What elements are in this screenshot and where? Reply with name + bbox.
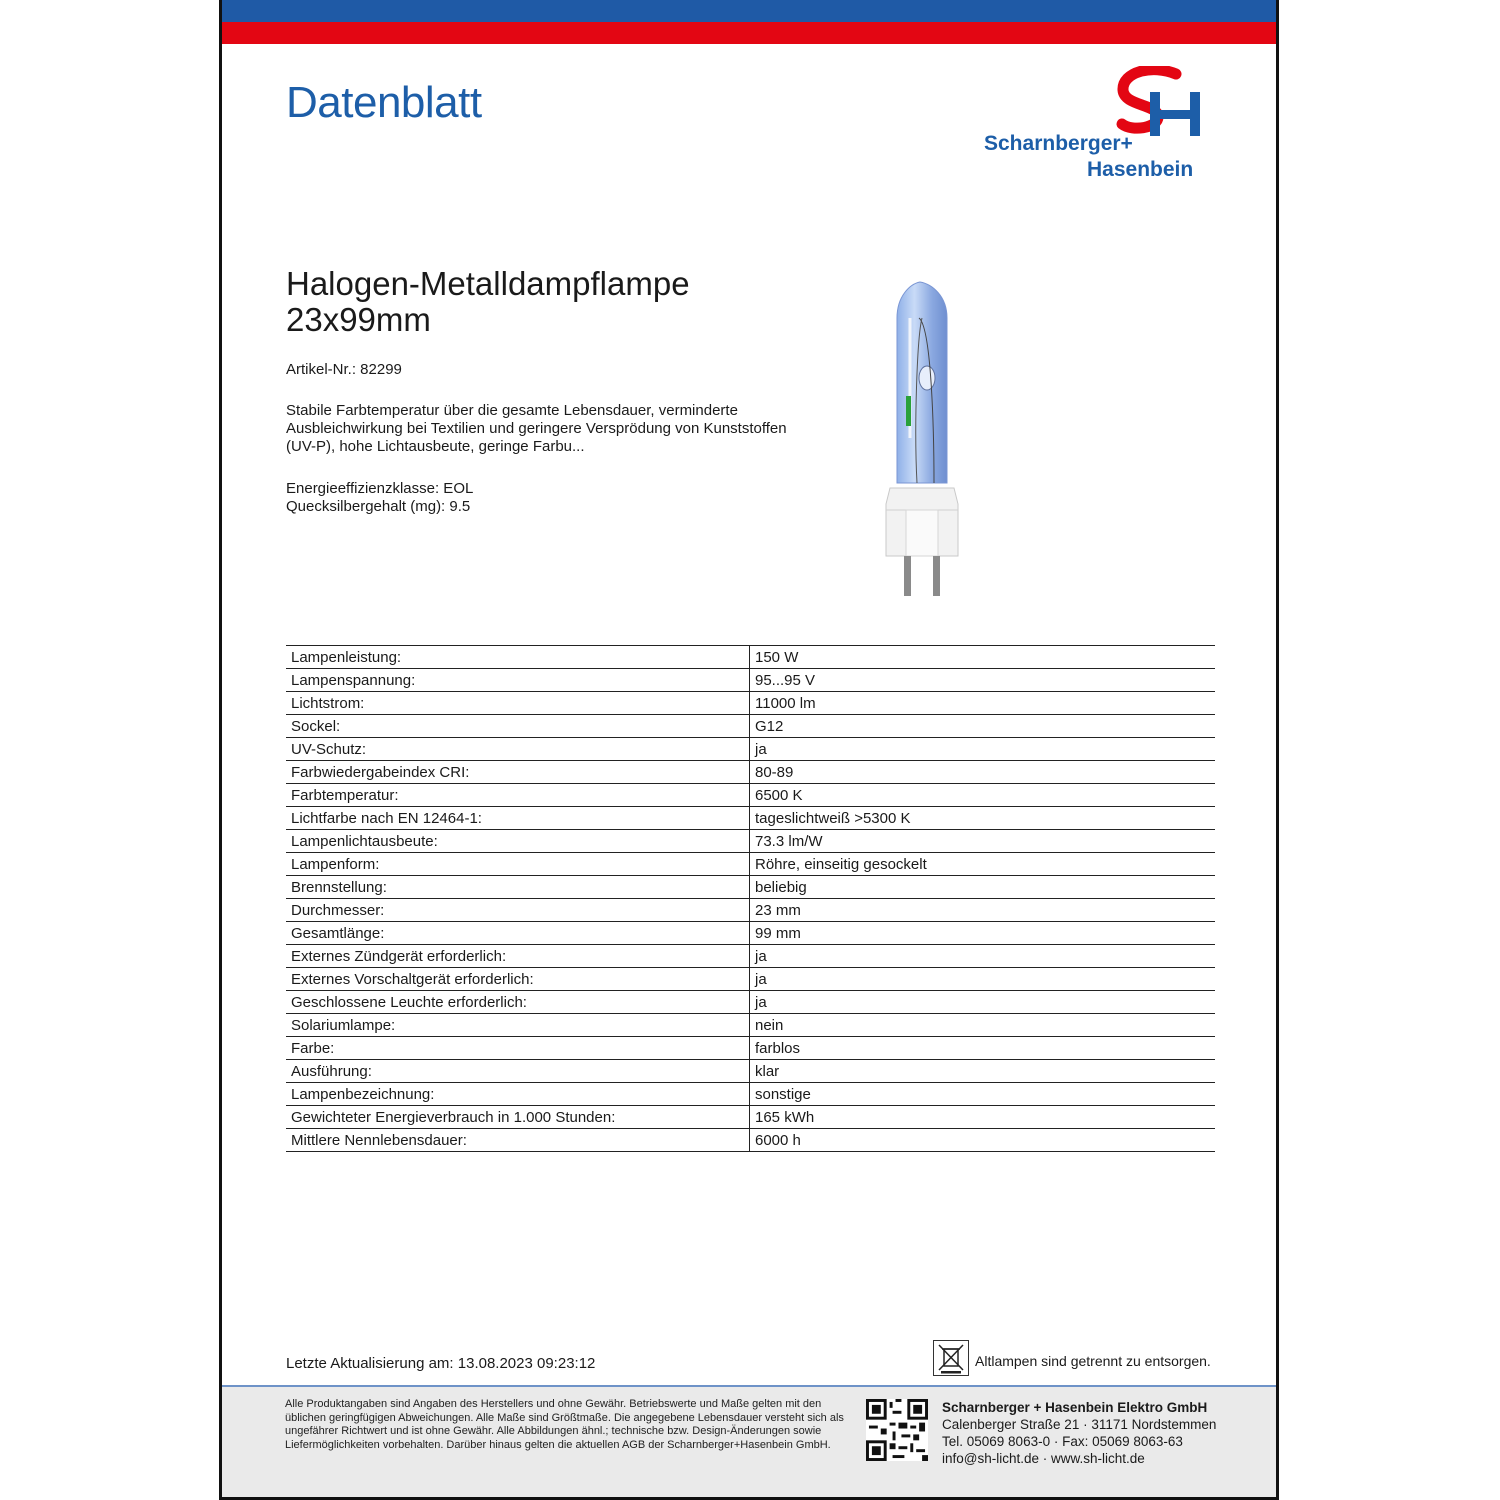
spec-label: Lampenform: [286,853,750,876]
spec-label: Farbtemperatur: [286,784,750,807]
header-band-red [222,22,1276,44]
spec-row [286,968,1215,991]
spec-label: Gesamtlänge: [286,922,750,945]
legal-disclaimer: Alle Produktangaben sind Angaben des Herstellers und ohne Gewähr. Betriebswerte und Maße gelten mit den üblichen geringfügigen Abweichungen. Alle Maße sind Größtmaße. Die angegebene Lebensdauer versteht sich als ungefährer Richtwert und ist ohne Gewähr. Alle Abbildungen ähnl.; technische bzw. Design-Änderungen sowie Liefermöglichkeiten vorbehalten. Darüber hinaus gelten die aktuellen AGB der Scharnberger+Hasenbein GmbH. [285,1398,844,1451]
spec-value: sonstige [750,1083,1216,1106]
energy-efficiency-class: Energieeffizienzklasse: EOL [286,480,474,497]
spec-value: tageslichtweiß >5300 K [750,807,1216,830]
disposal-notice: Altlampen sind getrennt zu entsorgen. [975,1353,1211,1369]
spec-label: Lampenlichtausbeute: [286,830,750,853]
sh-logo-mark-icon [982,66,1232,136]
spec-value: ja [750,738,1216,761]
spec-value: ja [750,991,1216,1014]
mercury-content: Quecksilbergehalt (mg): 9.5 [286,498,471,515]
metal-halide-lamp-icon [862,278,982,600]
spec-label: Gewichteter Energieverbrauch in 1.000 Stunden: [286,1106,750,1129]
spec-value: 23 mm [750,899,1216,922]
spec-value: nein [750,1014,1216,1037]
spec-row [286,1106,1215,1129]
spec-row [286,1083,1215,1106]
spec-row [286,1014,1215,1037]
spec-value: 6000 h [750,1129,1216,1152]
spec-label: Externes Vorschaltgerät erforderlich: [286,968,750,991]
spec-row [286,761,1215,784]
spec-value: 80-89 [750,761,1216,784]
spec-row [286,738,1215,761]
company-contact [942,1399,1216,1467]
spec-value: 6500 K [750,784,1216,807]
spec-row [286,1060,1215,1083]
qr-code-icon [866,1399,928,1461]
product-title-line1: Halogen-Metalldampflampe [286,265,690,302]
spec-row [286,807,1215,830]
spec-label: Lichtstrom: [286,692,750,715]
spec-label: UV-Schutz: [286,738,750,761]
crossed-out-bin-icon [933,1340,969,1376]
product-title [286,266,690,338]
document-title: Datenblatt [286,78,482,127]
product-title-line2: 23x99mm [286,301,431,338]
spec-label: Brennstellung: [286,876,750,899]
spec-row [286,853,1215,876]
specifications-table [286,645,1215,1152]
spec-label: Geschlossene Leuchte erforderlich: [286,991,750,1014]
logo-text-line2: Hasenbein [1087,158,1194,181]
spec-value: ja [750,945,1216,968]
spec-row [286,646,1215,669]
footer [222,1385,1276,1497]
product-description: Stabile Farbtemperatur über die gesamte Lebensdauer, verminderte Ausbleichwirkung bei Textilien und geringere Versprödung von Kunststoffen (UV-P), hohe Lichtausbeute, geringe Farbu... [286,402,787,455]
spec-value: 11000 lm [750,692,1216,715]
spec-row [286,784,1215,807]
energy-info [286,480,473,516]
spec-row [286,715,1215,738]
spec-value: 165 kWh [750,1106,1216,1129]
spec-label: Durchmesser: [286,899,750,922]
spec-label: Solariumlampe: [286,1014,750,1037]
spec-row [286,876,1215,899]
spec-value: 95...95 V [750,669,1216,692]
spec-label: Lichtfarbe nach EN 12464-1: [286,807,750,830]
spec-row [286,1037,1215,1060]
header-band-blue [222,0,1276,22]
spec-row [286,922,1215,945]
company-phone: Tel. 05069 8063-0 · Fax: 05069 8063-63 [942,1434,1183,1449]
spec-label: Sockel: [286,715,750,738]
company-web: info@sh-licht.de · www.sh-licht.de [942,1451,1145,1466]
spec-label: Externes Zündgerät erforderlich: [286,945,750,968]
spec-value: 99 mm [750,922,1216,945]
spec-value: 73.3 lm/W [750,830,1216,853]
logo-text-line1: Scharnberger+ [984,132,1133,155]
company-name: Scharnberger + Hasenbein Elektro GmbH [942,1400,1208,1415]
spec-row [286,669,1215,692]
spec-value: G12 [750,715,1216,738]
spec-value: klar [750,1060,1216,1083]
spec-label: Mittlere Nennlebensdauer: [286,1129,750,1152]
spec-value: Röhre, einseitig gesockelt [750,853,1216,876]
last-updated: Letzte Aktualisierung am: 13.08.2023 09:23:12 [286,1355,596,1372]
company-logo [982,66,1232,186]
company-address: Calenberger Straße 21 · 31171 Nordstemmen [942,1417,1217,1432]
spec-value: beliebig [750,876,1216,899]
spec-label: Ausführung: [286,1060,750,1083]
spec-row [286,899,1215,922]
spec-value: 150 W [750,646,1216,669]
spec-label: Lampenspannung: [286,669,750,692]
spec-row [286,945,1215,968]
spec-label: Farbe: [286,1037,750,1060]
article-number: Artikel-Nr.: 82299 [286,361,402,378]
spec-value: ja [750,968,1216,991]
spec-row [286,991,1215,1014]
spec-label: Lampenbezeichnung: [286,1083,750,1106]
datasheet-page [219,0,1279,1500]
spec-row [286,692,1215,715]
spec-label: Lampenleistung: [286,646,750,669]
spec-label: Farbwiedergabeindex CRI: [286,761,750,784]
spec-value: farblos [750,1037,1216,1060]
spec-row [286,1129,1215,1152]
spec-row [286,830,1215,853]
